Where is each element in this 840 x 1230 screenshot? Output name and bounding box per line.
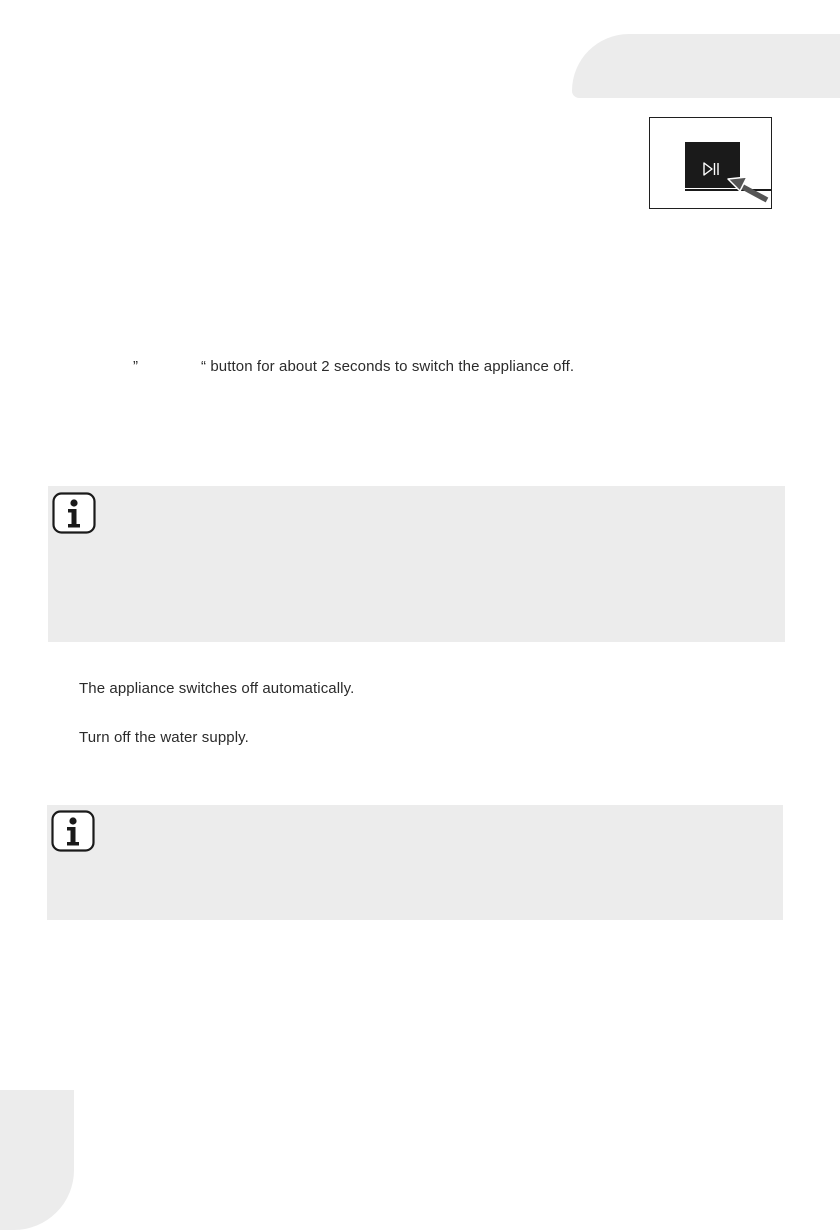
info-icon: [51, 810, 95, 852]
instruction-quote-open: ”: [133, 358, 139, 375]
start-pause-button-illustration: [649, 117, 772, 209]
page-corner-tab-bottom: [0, 1090, 74, 1230]
page-corner-tab-top: [572, 34, 840, 98]
step-text-1: The appliance switches off automatically.: [79, 680, 355, 697]
info-note-box: [47, 805, 783, 920]
step-text-2: Turn off the water supply.: [79, 729, 249, 746]
instruction-text: “ button for about 2 seconds to switch the appliance off.: [201, 358, 575, 375]
play-pause-icon: [704, 163, 718, 175]
info-icon: [52, 492, 96, 534]
info-note-box: [48, 486, 785, 642]
pointer-arrow-icon: [728, 177, 767, 200]
